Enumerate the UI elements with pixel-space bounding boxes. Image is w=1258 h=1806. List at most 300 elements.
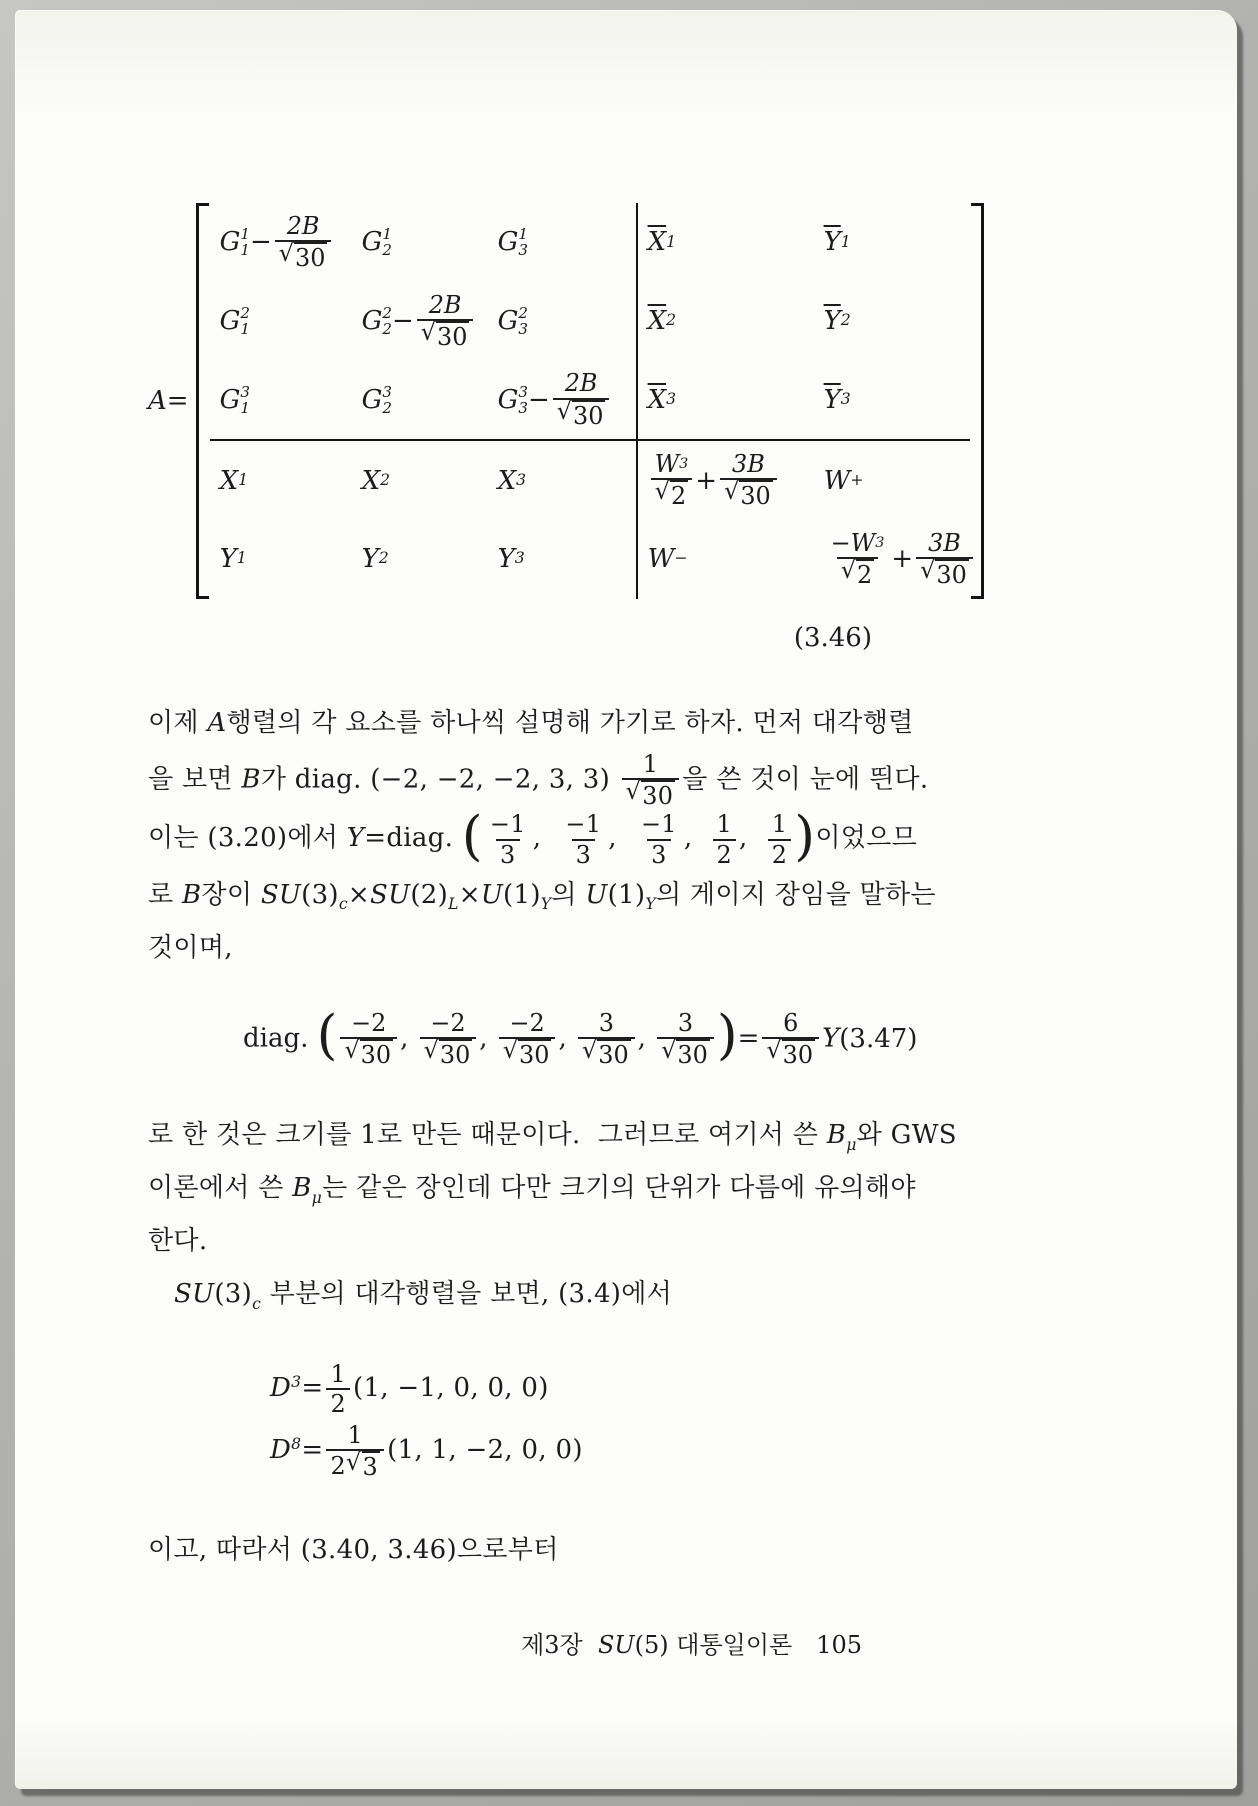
math-subscript: 1: [238, 470, 249, 489]
matrix-cell-r5c2: [352, 520, 488, 599]
math-text: ×: [458, 879, 481, 910]
math-text: 1: [330, 1360, 346, 1389]
math-variable: Y: [346, 823, 365, 854]
math-text: (1): [503, 879, 541, 910]
math-variable: G: [497, 384, 519, 415]
math-radicand: 30: [598, 1040, 629, 1069]
math-text: 2: [771, 840, 788, 869]
math-supsub: [382, 305, 392, 338]
math-text: 한다.: [148, 1226, 208, 1257]
math-radicand: 30: [439, 1040, 471, 1069]
math-variable: SU: [370, 879, 411, 910]
math-text: ,: [739, 823, 765, 854]
math-variable: B: [181, 879, 202, 910]
math-superscript: 3: [291, 1372, 302, 1391]
math-variable: SU: [260, 879, 302, 910]
sqrt-radical-icon: √: [423, 1035, 439, 1064]
matrix-right-bracket: [971, 203, 984, 599]
math-sqrt: [654, 477, 688, 511]
math-subscript: 3: [514, 549, 525, 568]
math-denominator: [340, 1037, 397, 1070]
matrix-cell-r4c4: [638, 441, 814, 520]
math-text: 2: [330, 1452, 346, 1481]
math-sqrt: [556, 396, 606, 431]
math-text: ,: [532, 823, 559, 854]
math-numerator: [768, 810, 792, 838]
math-numerator: [595, 1009, 618, 1037]
math-variable: G: [219, 306, 241, 337]
math-text: ,: [683, 823, 710, 854]
math-text: 2: [716, 840, 733, 869]
math-sqrt: [278, 239, 328, 273]
math-text: 3: [575, 840, 592, 869]
math-text: 와 GWS: [856, 1120, 957, 1151]
math-text: 3: [598, 1008, 614, 1037]
math-denominator: [326, 1388, 350, 1418]
sqrt-radical-icon: √: [420, 317, 436, 346]
math-fraction: [762, 1009, 819, 1070]
math-subscript: 1: [240, 398, 250, 417]
math-variable: B: [241, 763, 261, 794]
math-variable: A: [207, 707, 227, 738]
math-numerator: [561, 369, 602, 397]
matrix-cell-r2c1: [210, 282, 352, 361]
math-text: 것이며,: [148, 932, 233, 963]
math-denominator: [657, 1037, 714, 1070]
math-overbar-variable: $\overline{Y}$: [823, 227, 841, 258]
matrix-cell-r5c4: [638, 520, 814, 599]
math-supsub: [382, 226, 392, 259]
math-superscript: +: [850, 470, 864, 489]
math-radicand: 30: [936, 561, 967, 590]
math-fraction: [768, 810, 792, 868]
math-numerator: [651, 450, 693, 478]
math-denominator: [417, 319, 474, 352]
math-fraction: [916, 529, 973, 590]
math-numerator: [827, 529, 889, 557]
matrix-cell-r3c5: [814, 360, 970, 441]
math-variable: 2B: [564, 369, 598, 398]
math-text: ,: [479, 1023, 496, 1054]
equation-number-3-47: (3.47): [839, 1024, 918, 1055]
math-numerator: [506, 1009, 549, 1037]
math-text: 로: [148, 879, 182, 910]
math-variable: 3B: [732, 450, 765, 479]
math-variable: G: [219, 384, 241, 415]
matrix-cell-r2c5: [814, 282, 970, 361]
math-subscript: 1: [236, 549, 247, 568]
text-line: [148, 869, 936, 922]
math-text: (3): [301, 879, 339, 910]
math-text: −: [391, 306, 414, 337]
math-text: −2: [351, 1008, 387, 1037]
math-variable: U: [585, 879, 608, 910]
matrix-cell-r1c1: [210, 203, 352, 282]
math-text: 로 한 것은 크기를 1로 만든 때문이다. 그러므로 여기서 쓴: [148, 1120, 827, 1151]
math-text: −2: [509, 1008, 545, 1037]
math-text: 1: [771, 810, 788, 839]
text-line: [148, 1268, 900, 1321]
math-text: 장이: [201, 879, 261, 910]
math-denominator: [916, 557, 973, 590]
matrix-cell-r3c1: [210, 360, 352, 441]
math-text: =: [301, 1435, 324, 1466]
matrix-cell-r4c1: [210, 441, 352, 520]
math-variable: G: [361, 306, 383, 337]
math-text: =: [301, 1373, 324, 1404]
math-radicand: 30: [782, 1040, 814, 1069]
math-overbar-variable: $\overline{Y}$: [823, 306, 841, 337]
text-line: [148, 697, 914, 750]
math-text: −2: [430, 1008, 466, 1037]
equation-3-47: [148, 1004, 918, 1070]
math-variable: W: [850, 528, 876, 557]
math-text: +: [695, 465, 718, 496]
math-overbar-variable: $\overline{X}$: [647, 227, 667, 258]
math-overbar-variable: $\overline{X}$: [647, 306, 667, 337]
math-denominator: [762, 1037, 819, 1070]
math-radicand: 30: [436, 322, 468, 351]
math-text: ,: [608, 823, 634, 854]
math-superscript: 2: [840, 311, 851, 330]
math-variable: SU: [174, 1279, 215, 1310]
math-radicand: 2: [856, 561, 873, 590]
math-radicand: 30: [642, 781, 674, 810]
matrix-cell-r4c5: [814, 441, 970, 520]
math-numerator: [713, 810, 737, 838]
math-subscript: μ: [846, 1135, 857, 1154]
paragraph-2: [148, 1109, 957, 1321]
math-variable: SU: [597, 1630, 635, 1659]
math-text: (1, −1, 0, 0, 0): [353, 1373, 549, 1404]
math-text: (3): [214, 1279, 253, 1310]
math-text: +: [891, 544, 914, 575]
math-sqrt: [423, 1035, 473, 1070]
math-overbar-variable: $\overline{X}$: [647, 384, 667, 415]
math-fraction: [622, 750, 680, 811]
equation-3-46-matrix: [148, 203, 967, 599]
math-text: =diag.: [364, 823, 462, 854]
math-subscript: Y: [540, 894, 552, 913]
matrix-cell-r5c5: [814, 520, 970, 599]
math-sqrt: [625, 776, 676, 811]
math-text: =: [166, 385, 189, 416]
math-text: −1: [640, 810, 677, 839]
text-line: [270, 1357, 900, 1419]
math-subscript: 3: [516, 470, 527, 489]
math-supsub: [382, 384, 392, 417]
math-text: ,: [637, 1023, 655, 1054]
matrix-cell-r4c3: [488, 441, 638, 520]
matrix-lhs: [148, 386, 189, 416]
matrix-cell-r5c1: [210, 520, 352, 599]
math-text: −: [830, 528, 851, 557]
math-fraction: [827, 529, 889, 590]
math-superscript: −: [674, 549, 688, 568]
footer-page-number: 105: [816, 1630, 862, 1659]
matrix-cell-r2c3: [488, 282, 638, 361]
math-numerator: [561, 810, 605, 838]
math-variable: G: [361, 227, 383, 258]
math-subscript: 2: [382, 320, 392, 339]
math-big-paren: ): [716, 1004, 738, 1067]
math-text: ×: [347, 879, 371, 910]
math-fraction: [553, 369, 610, 430]
math-text: 2: [330, 1390, 346, 1419]
matrix-cell-r4c2: [352, 441, 488, 520]
math-radicand: 30: [360, 1040, 392, 1069]
matrix-cell-r5c3: [488, 520, 638, 599]
math-denominator: [499, 1037, 556, 1070]
math-sqrt: [420, 317, 470, 352]
math-text: −: [249, 227, 272, 258]
math-radicand: 2: [670, 482, 687, 511]
math-subscript: L: [448, 894, 459, 913]
math-text: (5) 대통일이론: [634, 1630, 793, 1659]
math-numerator: [344, 1421, 368, 1449]
math-variable: 2B: [286, 212, 320, 240]
math-text: 이는 (3.20)에서: [148, 823, 347, 854]
equation-number-3-46: (3.46): [793, 622, 872, 653]
math-text: 을 보면: [148, 763, 242, 794]
math-overbar-variable: $\overline{Y}$: [823, 384, 841, 415]
math-radicand: 30: [572, 401, 604, 430]
math-subscript: 3: [518, 398, 528, 417]
math-superscript: 3: [382, 382, 392, 401]
matrix-cell-r1c4: [638, 203, 814, 282]
math-superscript: 2: [240, 303, 250, 322]
math-numerator: [347, 1009, 390, 1037]
math-supsub: [518, 305, 528, 338]
matrix-cell-r3c3: [488, 360, 638, 441]
math-text: (2): [410, 879, 449, 910]
text-line: [148, 749, 929, 811]
math-subscript: c: [252, 1294, 262, 1313]
math-variable: W: [823, 465, 851, 496]
math-variable: U: [480, 879, 504, 910]
sqrt-radical-icon: √: [724, 477, 740, 506]
math-variable: X: [497, 465, 517, 496]
math-subscript: 3: [518, 241, 528, 260]
text-line: [148, 1109, 957, 1162]
math-superscript: 1: [840, 232, 851, 251]
equation-3-47-math: [243, 1004, 840, 1070]
math-text: 3: [677, 1008, 694, 1037]
math-subscript: 2: [382, 398, 392, 417]
math-sqrt: [766, 1035, 815, 1070]
math-text: 제3장: [521, 1630, 598, 1659]
math-subscript: μ: [311, 1188, 323, 1207]
math-text: ,: [558, 1023, 575, 1054]
math-text: 3: [651, 840, 667, 869]
math-text: −: [527, 384, 550, 415]
math-subscript: 2: [380, 470, 391, 489]
math-variable: D: [270, 1373, 292, 1404]
math-fraction: [561, 810, 605, 868]
math-denominator: [496, 839, 520, 869]
math-variable: 3B: [928, 528, 961, 557]
math-variable: D: [270, 1435, 292, 1466]
math-denominator: [275, 240, 332, 273]
matrix-cell-r3c2: [352, 360, 488, 441]
math-supsub: [518, 384, 528, 417]
math-radicand: 3: [362, 1453, 379, 1482]
math-fraction: [720, 450, 777, 511]
math-text: 6: [783, 1008, 799, 1037]
math-radicand: 30: [740, 482, 771, 511]
math-sqrt: [582, 1035, 631, 1070]
matrix-cell-r2c2: [352, 282, 488, 361]
math-text: 행렬의 각 요소를 하나씩 설명해 가기로 하자. 먼저 대각행렬: [226, 707, 914, 738]
math-subscript: 3: [518, 320, 528, 339]
matrix-cell-r3c4: [638, 360, 814, 441]
math-variable: Y: [219, 544, 237, 575]
math-text: 는 같은 장인데 다만 크기의 단위가 다름에 유의해야: [322, 1173, 916, 1204]
math-fraction: [417, 291, 474, 352]
math-variable: B: [292, 1173, 312, 1204]
math-fraction: [499, 1009, 556, 1070]
math-numerator: [326, 1360, 350, 1388]
math-superscript: 1: [518, 225, 528, 244]
math-superscript: 2: [666, 311, 677, 330]
closing-line: [148, 1524, 900, 1577]
math-supsub: [240, 305, 250, 338]
math-superscript: 1: [240, 225, 250, 244]
math-radicand: 30: [519, 1040, 550, 1069]
math-superscript: 3: [840, 390, 851, 408]
math-superscript: 2: [382, 303, 392, 322]
math-variable: B: [826, 1120, 847, 1151]
math-superscript: 2: [518, 303, 528, 322]
sqrt-radical-icon: √: [625, 776, 642, 805]
math-superscript: 8: [291, 1434, 302, 1453]
sqrt-radical-icon: √: [344, 1035, 360, 1064]
math-big-paren: ): [794, 804, 816, 867]
math-radicand: 30: [294, 244, 326, 273]
math-fraction: [486, 810, 530, 868]
math-sqrt: [661, 1035, 710, 1070]
math-text: 부분의 대각행렬을 보면, (3.4)에서: [261, 1279, 673, 1310]
math-subscript: 1: [240, 320, 250, 339]
math-denominator: [768, 839, 792, 869]
math-denominator: [578, 1037, 635, 1070]
math-sqrt: [344, 1035, 393, 1070]
matrix-cell-r1c2: [352, 203, 488, 282]
matrix-left-bracket: [196, 203, 209, 599]
math-variable: G: [361, 384, 383, 415]
sqrt-radical-icon: √: [278, 239, 294, 268]
math-text: (1): [607, 879, 646, 910]
math-denominator: [837, 557, 878, 590]
math-text: 을 쓴 것이 눈에 띈다.: [682, 763, 929, 794]
math-sqrt: [346, 1448, 380, 1482]
math-denominator: [651, 478, 692, 511]
math-text: 1: [642, 749, 659, 778]
math-variable: W: [647, 544, 675, 575]
sqrt-radical-icon: √: [582, 1035, 598, 1064]
math-sqrt: [840, 556, 874, 590]
math-text: 의 게이지 장임을 말하는: [655, 879, 936, 910]
math-numerator: [674, 1009, 697, 1037]
math-fraction: [651, 450, 693, 511]
math-numerator: [728, 450, 769, 478]
math-fraction: [713, 810, 737, 868]
sqrt-radical-icon: √: [346, 1448, 362, 1477]
math-numerator: [639, 750, 663, 778]
footer-chapter-title: [521, 1625, 792, 1660]
math-superscript: 1: [666, 232, 677, 251]
math-numerator: [637, 810, 681, 838]
math-fraction: [657, 1009, 714, 1070]
text-line: [148, 1215, 900, 1268]
math-sqrt: [920, 556, 969, 590]
math-superscript: 3: [666, 390, 677, 408]
math-superscript: 3: [518, 382, 528, 401]
math-denominator: [553, 398, 610, 431]
math-text: 이론에서 쓴: [148, 1173, 293, 1204]
math-denominator: [326, 1449, 384, 1482]
math-text: (1, 1, −2, 0, 0): [387, 1435, 583, 1466]
math-text: −1: [565, 810, 602, 839]
math-variable: G: [497, 227, 519, 258]
math-big-paren: (: [316, 1004, 338, 1067]
sqrt-radical-icon: √: [556, 396, 572, 425]
math-variable: W: [654, 450, 680, 479]
math-variable: G: [497, 306, 519, 337]
matrix-cell-r2c4: [638, 282, 814, 361]
math-superscript: 3: [875, 534, 885, 551]
text-line: [270, 1419, 900, 1481]
math-text: ,: [400, 1023, 417, 1054]
math-numerator: [924, 529, 965, 557]
math-denominator: [622, 778, 680, 811]
d-matrix-equations: [148, 1357, 900, 1481]
sqrt-radical-icon: √: [654, 477, 670, 506]
math-numerator: [425, 291, 466, 319]
math-fraction: [326, 1421, 384, 1482]
math-supsub: [518, 226, 528, 259]
math-variable: X: [361, 465, 381, 496]
matrix-cell-r1c3: [488, 203, 638, 282]
book-page: [15, 10, 1237, 1789]
math-fraction: [578, 1009, 635, 1070]
page-content: [148, 193, 967, 1660]
math-text: 3: [500, 840, 516, 869]
math-variable: Y: [497, 544, 515, 575]
math-subscript: 2: [382, 241, 392, 260]
math-fraction: [340, 1009, 397, 1070]
math-numerator: [779, 1009, 802, 1037]
math-variable: X: [219, 465, 239, 496]
sqrt-radical-icon: √: [661, 1035, 677, 1064]
math-text: 이고, 따라서 (3.40, 3.46)으로부터: [148, 1534, 559, 1565]
math-subscript: 1: [240, 241, 250, 260]
math-variable: G: [219, 227, 241, 258]
math-numerator: [426, 1009, 469, 1037]
math-subscript: Y: [645, 894, 656, 913]
text-line: [148, 1162, 916, 1215]
sqrt-radical-icon: √: [766, 1035, 782, 1064]
text-line: [148, 922, 900, 975]
matrix-cell-r1c5: [814, 203, 970, 282]
math-denominator: [420, 1037, 477, 1070]
math-text: −1: [489, 810, 526, 839]
math-text: 이었으므: [815, 823, 918, 854]
math-supsub: [240, 384, 250, 417]
math-fraction: [275, 212, 332, 273]
math-superscript: 1: [382, 225, 392, 244]
math-text: 이제: [148, 707, 208, 738]
